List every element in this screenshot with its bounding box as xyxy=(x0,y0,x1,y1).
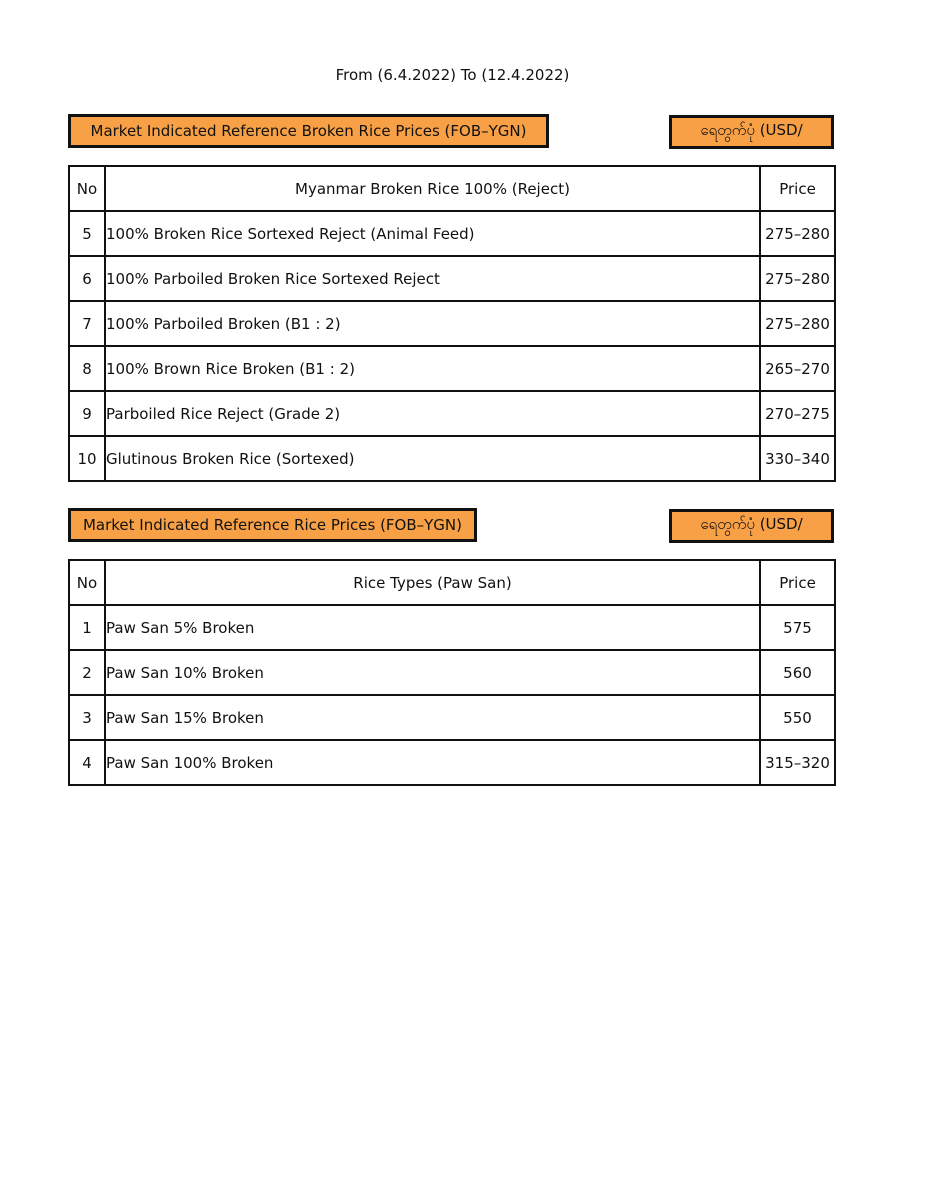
rice-section-title: Market Indicated Reference Rice Prices (FOB–YGN) xyxy=(68,508,477,542)
row-description: Paw San 15% Broken xyxy=(105,695,760,740)
date-range: From (6.4.2022) To (12.4.2022) xyxy=(335,66,570,84)
header-price: Price xyxy=(760,560,835,605)
table-row xyxy=(69,605,835,650)
table-row xyxy=(69,391,835,436)
row-price: 270–275 xyxy=(760,391,835,436)
row-price: 575 xyxy=(760,605,835,650)
row-no: 2 xyxy=(69,650,105,695)
table-row xyxy=(69,436,835,481)
table-row xyxy=(69,211,835,256)
table-row xyxy=(69,256,835,301)
row-no: 7 xyxy=(69,301,105,346)
header-no: No xyxy=(69,166,105,211)
row-price: 560 xyxy=(760,650,835,695)
row-price: 275–280 xyxy=(760,211,835,256)
header-description: Rice Types (Paw San) xyxy=(105,560,760,605)
row-description: Paw San 100% Broken xyxy=(105,740,760,785)
row-description: Parboiled Rice Reject (Grade 2) xyxy=(105,391,760,436)
row-description: 100% Parboiled Broken (B1 : 2) xyxy=(105,301,760,346)
row-price: 330–340 xyxy=(760,436,835,481)
row-price: 275–280 xyxy=(760,256,835,301)
row-price: 550 xyxy=(760,695,835,740)
table-row xyxy=(69,695,835,740)
table-row xyxy=(69,740,835,785)
table-row xyxy=(69,346,835,391)
table-row xyxy=(69,301,835,346)
row-description: 100% Parboiled Broken Rice Sortexed Reject xyxy=(105,256,760,301)
row-no: 6 xyxy=(69,256,105,301)
row-no: 1 xyxy=(69,605,105,650)
broken-rice-price-table xyxy=(68,165,836,482)
paw-san-price-table xyxy=(68,559,836,786)
row-description: Glutinous Broken Rice (Sortexed) xyxy=(105,436,760,481)
row-no: 5 xyxy=(69,211,105,256)
rice-unit-label: ရေတွက်ပုံ (USD/ xyxy=(669,509,834,543)
table-header-row xyxy=(69,166,835,211)
header-no: No xyxy=(69,560,105,605)
row-price: 315–320 xyxy=(760,740,835,785)
row-description: Paw San 10% Broken xyxy=(105,650,760,695)
row-description: 100% Brown Rice Broken (B1 : 2) xyxy=(105,346,760,391)
row-no: 3 xyxy=(69,695,105,740)
row-price: 265–270 xyxy=(760,346,835,391)
table-header-row xyxy=(69,560,835,605)
header-price: Price xyxy=(760,166,835,211)
broken-rice-section-title: Market Indicated Reference Broken Rice Prices (FOB–YGN) xyxy=(68,114,549,148)
row-description: Paw San 5% Broken xyxy=(105,605,760,650)
broken-rice-unit-label: ရေတွက်ပုံ (USD/ xyxy=(669,115,834,149)
row-no: 8 xyxy=(69,346,105,391)
row-description: 100% Broken Rice Sortexed Reject (Animal Feed) xyxy=(105,211,760,256)
header-description: Myanmar Broken Rice 100% (Reject) xyxy=(105,166,760,211)
row-price: 275–280 xyxy=(760,301,835,346)
row-no: 10 xyxy=(69,436,105,481)
table-row xyxy=(69,650,835,695)
row-no: 4 xyxy=(69,740,105,785)
row-no: 9 xyxy=(69,391,105,436)
